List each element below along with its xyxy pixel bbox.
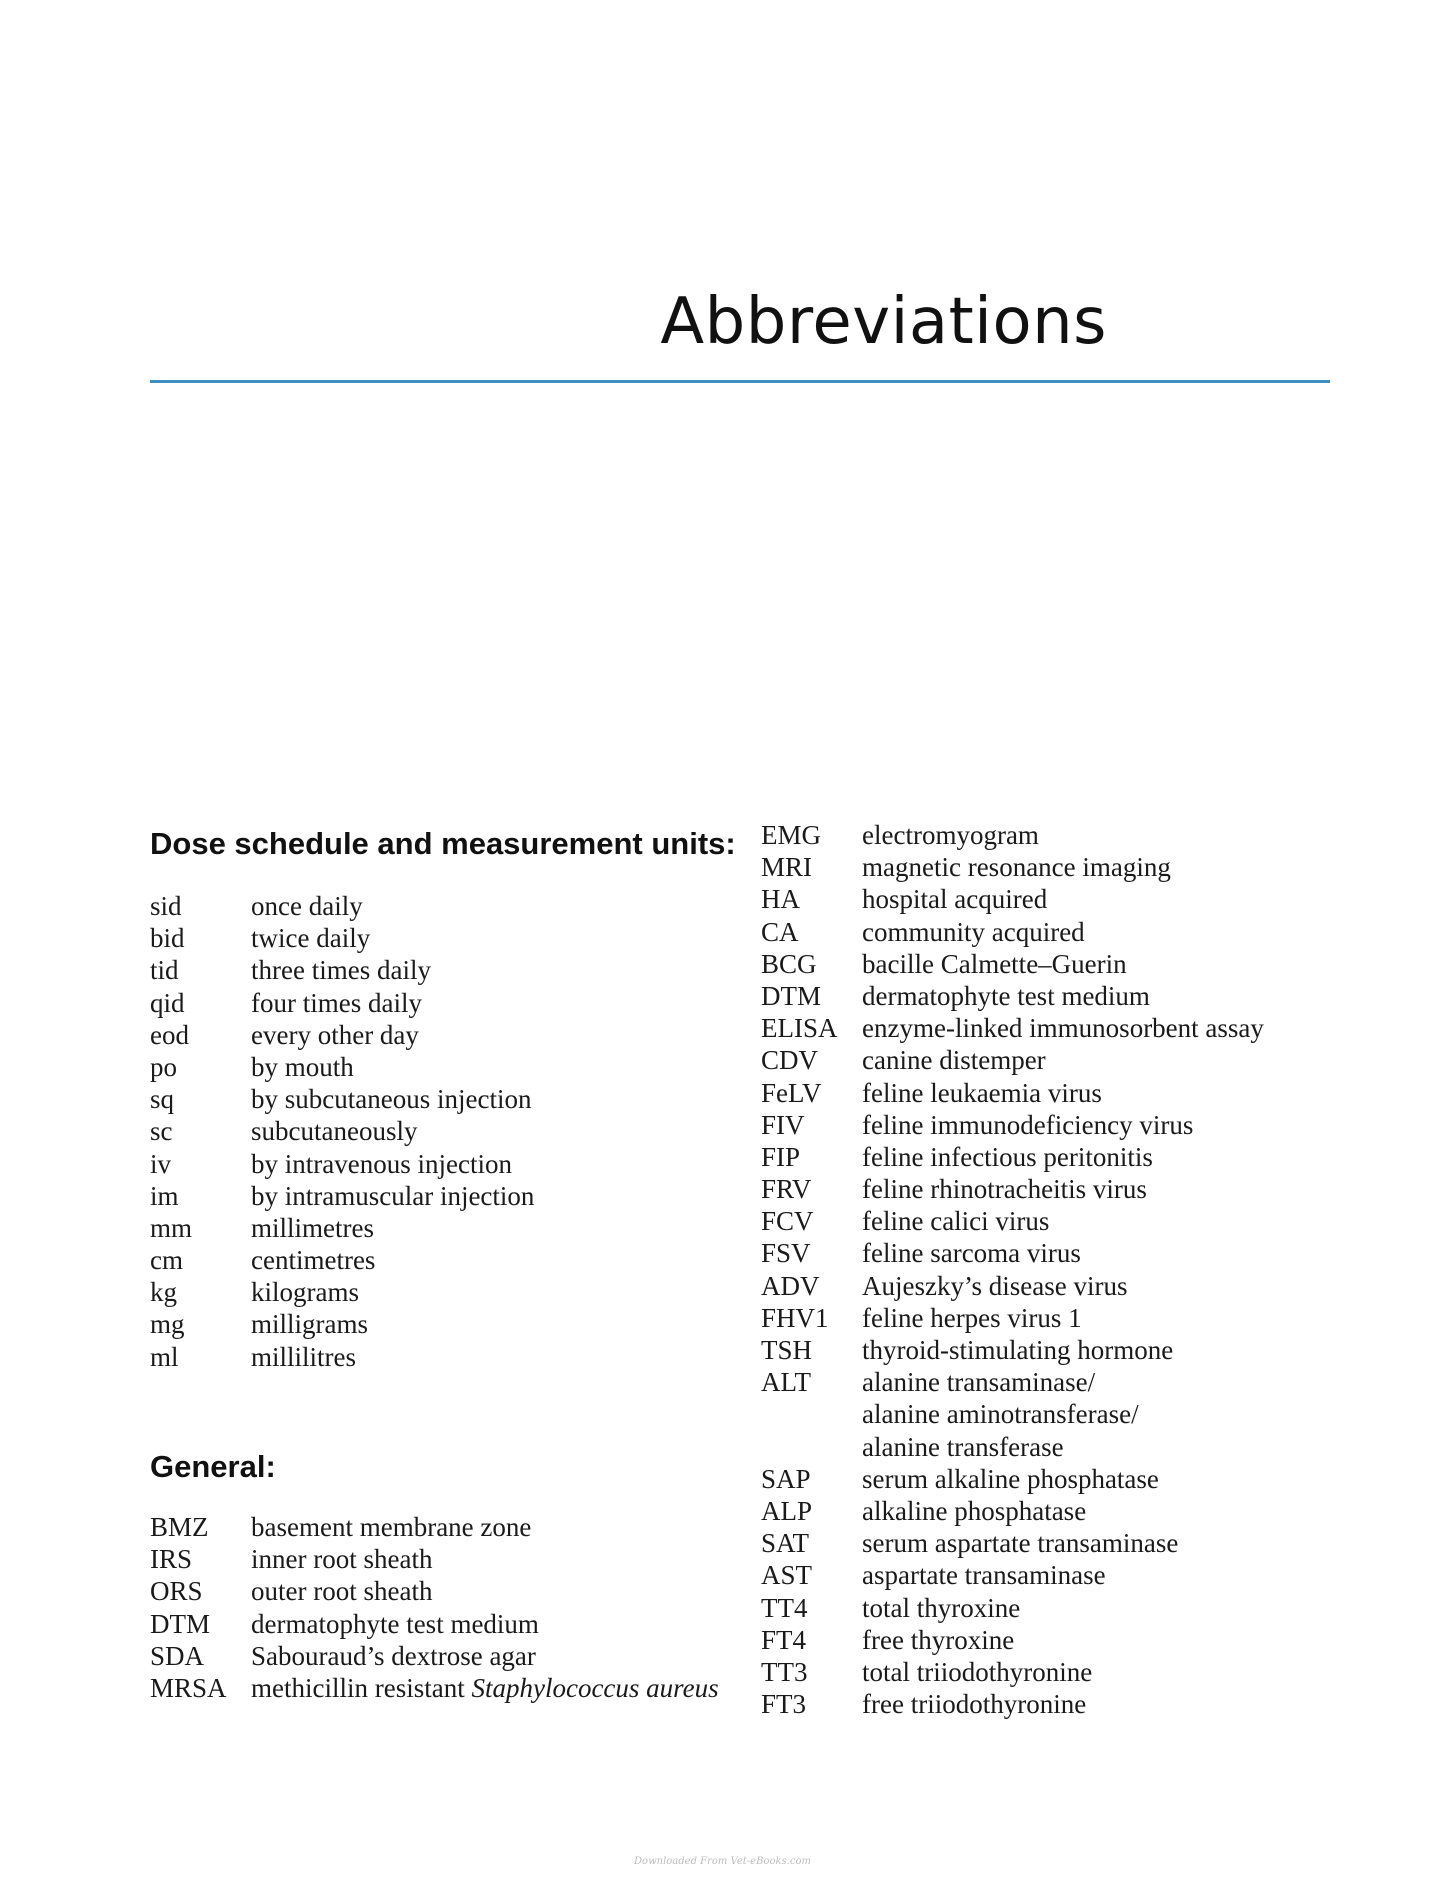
definition-text: serum aspartate transaminase [862, 1528, 1179, 1559]
abbreviation-term: CA [761, 916, 799, 947]
abbreviation-row [150, 1640, 719, 1672]
abbreviation-definition [862, 1431, 1064, 1463]
definition-text: feline rhinotracheitis virus [862, 1174, 1147, 1205]
abbreviation-term: CDV [761, 1045, 819, 1076]
general-abbreviation-list [150, 1511, 719, 1704]
abbreviation-definition [862, 916, 1085, 948]
abbreviation-term: FT4 [761, 1624, 807, 1655]
definition-text: subcutaneously [251, 1116, 418, 1147]
abbreviation-definition [251, 890, 363, 922]
abbreviation-row [150, 954, 534, 986]
abbreviation-definition [862, 1109, 1193, 1141]
abbreviation-definition [251, 987, 422, 1019]
abbreviation-definition [862, 1624, 1014, 1656]
abbreviation-row [150, 922, 534, 954]
abbreviation-row [761, 1592, 1264, 1624]
abbreviation-definition [862, 1334, 1173, 1366]
abbreviation-row [150, 1511, 719, 1543]
abbreviation-definition [251, 1575, 432, 1607]
abbreviation-row [150, 1608, 719, 1640]
definition-text: alkaline phosphatase [862, 1495, 1087, 1526]
abbreviation-row [150, 1543, 719, 1575]
abbreviation-definition [251, 1640, 536, 1672]
definition-text: by intramuscular injection [251, 1180, 535, 1211]
abbreviation-term: sid [150, 891, 182, 921]
abbreviation-definition [862, 1463, 1159, 1495]
abbreviation-definition [251, 1115, 417, 1147]
abbreviation-term: MRSA [150, 1672, 227, 1703]
general-continued-abbreviation-list [761, 819, 1264, 1720]
abbreviation-definition [862, 1559, 1106, 1591]
abbreviation-definition [862, 1656, 1092, 1688]
abbreviation-row [761, 916, 1264, 948]
abbreviation-definition [251, 1608, 539, 1640]
abbreviation-definition [862, 1688, 1086, 1720]
abbreviation-definition [862, 819, 1039, 851]
abbreviation-definition [862, 1270, 1127, 1302]
abbreviation-definition [862, 1237, 1081, 1269]
abbreviation-definition [251, 1672, 719, 1704]
abbreviation-row [761, 1302, 1264, 1334]
abbreviation-row [150, 1051, 534, 1083]
abbreviation-term: HA [761, 884, 800, 915]
page-title: Abbreviations [660, 285, 1107, 359]
definition-text: basement membrane zone [251, 1512, 532, 1542]
abbreviation-row [761, 1559, 1264, 1591]
dose-abbreviation-list [150, 890, 534, 1373]
abbreviation-term: mm [150, 1212, 193, 1243]
abbreviation-definition [251, 1276, 359, 1308]
abbreviation-row [761, 1077, 1264, 1109]
abbreviation-definition [251, 1511, 531, 1543]
abbreviation-row [761, 883, 1264, 915]
definition-text: total thyroxine [862, 1592, 1021, 1623]
abbreviation-definition [251, 1212, 374, 1244]
abbreviation-row [150, 1115, 534, 1147]
definition-text: feline sarcoma virus [862, 1238, 1081, 1269]
abbreviation-definition [251, 922, 370, 954]
abbreviation-definition [862, 883, 1047, 915]
definition-text: once daily [251, 891, 363, 921]
abbreviation-definition [251, 1180, 534, 1212]
abbreviation-term: tid [150, 955, 179, 986]
abbreviation-definition [251, 1148, 512, 1180]
abbreviation-row [761, 1141, 1264, 1173]
abbreviation-row [150, 1341, 534, 1373]
abbreviation-row [761, 1398, 1264, 1430]
title-divider [150, 380, 1330, 383]
definition-text: serum alkaline phosphatase [862, 1463, 1159, 1494]
abbreviation-term: cm [150, 1245, 183, 1276]
definition-text: feline immunodeficiency virus [862, 1109, 1194, 1140]
definition-text: Aujeszky’s disease virus [862, 1270, 1128, 1301]
abbreviation-definition [251, 954, 431, 986]
abbreviation-term: FeLV [761, 1077, 822, 1108]
abbreviation-definition [862, 1398, 1139, 1430]
definition-text: centimetres [251, 1245, 376, 1276]
abbreviation-row [761, 1527, 1264, 1559]
abbreviation-term: FSV [761, 1238, 811, 1269]
abbreviation-term: SAP [761, 1463, 811, 1494]
abbreviation-definition [862, 1302, 1082, 1334]
abbreviation-definition [251, 1308, 368, 1340]
abbreviation-row [761, 1431, 1264, 1463]
definition-text: kilograms [251, 1277, 359, 1308]
definition-text: feline herpes virus 1 [862, 1302, 1082, 1333]
definition-text: by subcutaneous injection [251, 1084, 532, 1115]
definition-text: alanine aminotransferase/ [862, 1399, 1139, 1430]
definition-text: community acquired [862, 916, 1085, 947]
definition-text: alanine transferase [862, 1431, 1064, 1462]
abbreviation-row [150, 1083, 534, 1115]
abbreviation-term: SDA [150, 1640, 205, 1671]
abbreviation-row [761, 1688, 1264, 1720]
definition-text: feline calici virus [862, 1206, 1050, 1237]
abbreviation-term: sq [150, 1084, 175, 1115]
abbreviation-term: FRV [761, 1174, 812, 1205]
abbreviation-definition [862, 980, 1150, 1012]
abbreviation-term: kg [150, 1277, 177, 1308]
definition-text: millilitres [251, 1341, 356, 1372]
definition-text: inner root sheath [251, 1544, 433, 1575]
abbreviation-term: ml [150, 1341, 179, 1372]
abbreviation-term: ELISA [761, 1013, 838, 1044]
abbreviation-term: FHV1 [761, 1302, 829, 1333]
abbreviation-row [761, 1270, 1264, 1302]
definition-text: free triiodothyronine [862, 1689, 1087, 1720]
definition-text: bacille Calmette–Guerin [862, 948, 1127, 979]
definition-text: three times daily [251, 955, 431, 986]
abbreviation-row [150, 1019, 534, 1051]
definition-text: total triiodothyronine [862, 1656, 1093, 1687]
dose-section-heading: Dose schedule and measurement units: [150, 826, 736, 861]
abbreviation-row [150, 987, 534, 1019]
abbreviation-term: iv [150, 1148, 172, 1179]
abbreviation-term: TT4 [761, 1592, 808, 1623]
abbreviation-term: ALT [761, 1367, 812, 1398]
abbreviation-term: MRI [761, 852, 813, 883]
abbreviation-definition [251, 1244, 375, 1276]
abbreviation-row [150, 1180, 534, 1212]
abbreviation-term: sc [150, 1116, 173, 1147]
definition-text: Sabouraud’s dextrose agar [251, 1640, 536, 1671]
definition-text: dermatophyte test medium [251, 1608, 539, 1639]
abbreviation-row [761, 1656, 1264, 1688]
abbreviation-row [150, 1212, 534, 1244]
definition-text: twice daily [251, 923, 371, 954]
abbreviation-row [761, 948, 1264, 980]
abbreviation-term: BCG [761, 948, 817, 979]
general-section-heading: General: [150, 1449, 276, 1484]
definition-text: magnetic resonance imaging [862, 852, 1171, 883]
definition-text: free thyroxine [862, 1624, 1015, 1655]
abbreviation-row [761, 1173, 1264, 1205]
abbreviation-term: BMZ [150, 1512, 209, 1542]
definition-text: millimetres [251, 1212, 374, 1243]
abbreviation-definition [251, 1341, 356, 1373]
abbreviation-definition [862, 1173, 1147, 1205]
abbreviation-term: DTM [150, 1608, 210, 1639]
abbreviation-term: TT3 [761, 1656, 808, 1687]
definition-text: outer root sheath [251, 1576, 433, 1607]
abbreviation-definition [251, 1019, 419, 1051]
abbreviation-term: bid [150, 923, 185, 954]
abbreviation-definition [862, 1141, 1153, 1173]
abbreviation-term: FT3 [761, 1689, 807, 1720]
abbreviation-row [761, 1109, 1264, 1141]
abbreviation-term: DTM [761, 980, 821, 1011]
abbreviation-row [761, 1205, 1264, 1237]
definition-text: electromyogram [862, 820, 1039, 850]
definition-text: thyroid-stimulating hormone [862, 1335, 1174, 1365]
abbreviation-definition [862, 1044, 1046, 1076]
abbreviation-term: TSH [761, 1335, 813, 1365]
abbreviation-term: eod [150, 1019, 189, 1050]
abbreviation-term: ALP [761, 1495, 813, 1526]
abbreviation-term: AST [761, 1560, 813, 1591]
definition-text: by intravenous injection [251, 1148, 512, 1179]
definition-text: hospital acquired [862, 884, 1048, 915]
abbreviation-row [761, 1334, 1264, 1366]
abbreviation-term: EMG [761, 820, 821, 850]
footer-watermark: Downloaded From Vet-eBooks.com [634, 1856, 811, 1867]
abbreviation-term: FIP [761, 1141, 801, 1172]
abbreviation-definition [862, 1495, 1086, 1527]
abbreviation-row [761, 1624, 1264, 1656]
abbreviation-row [150, 1244, 534, 1276]
definition-text: dermatophyte test medium [862, 980, 1150, 1011]
abbreviation-term: ADV [761, 1270, 820, 1301]
definition-text: by mouth [251, 1051, 354, 1082]
definition-text: feline infectious peritonitis [862, 1141, 1153, 1172]
abbreviation-row [761, 1012, 1264, 1044]
definition-text: enzyme-linked immunosorbent assay [862, 1013, 1264, 1044]
abbreviation-row [150, 890, 534, 922]
abbreviation-row [150, 1575, 719, 1607]
abbreviation-definition [862, 1366, 1095, 1398]
abbreviation-row [761, 851, 1264, 883]
abbreviation-term: FCV [761, 1206, 814, 1237]
abbreviation-definition [862, 1012, 1264, 1044]
abbreviation-term: po [150, 1051, 177, 1082]
abbreviation-term: im [150, 1180, 179, 1211]
abbreviation-definition [862, 1205, 1049, 1237]
abbreviation-row [150, 1308, 534, 1340]
abbreviation-definition [251, 1051, 354, 1083]
definition-text: alanine transaminase/ [862, 1367, 1096, 1398]
abbreviation-row [761, 1237, 1264, 1269]
definition-text: milligrams [251, 1309, 368, 1340]
abbreviation-term: IRS [150, 1544, 193, 1575]
abbreviation-definition [862, 948, 1127, 980]
definition-text: every other day [251, 1019, 419, 1050]
definition-text: four times daily [251, 987, 422, 1018]
abbreviation-definition [251, 1543, 432, 1575]
definition-text: methicillin resistant [251, 1672, 472, 1703]
abbreviation-term: SAT [761, 1528, 810, 1559]
abbreviation-term: FIV [761, 1109, 805, 1140]
abbreviation-row [761, 1463, 1264, 1495]
abbreviation-row [150, 1148, 534, 1180]
abbreviation-row [761, 980, 1264, 1012]
definition-text: feline leukaemia virus [862, 1077, 1102, 1108]
abbreviation-row [150, 1276, 534, 1308]
abbreviation-row [761, 1044, 1264, 1076]
definition-text: canine distemper [862, 1045, 1046, 1076]
abbreviation-definition [862, 1077, 1102, 1109]
abbreviation-term: ORS [150, 1576, 203, 1607]
abbreviation-row [150, 1672, 719, 1704]
abbreviation-definition [862, 1527, 1178, 1559]
abbreviation-row [761, 1366, 1264, 1398]
abbreviation-definition [251, 1083, 531, 1115]
definition-text: aspartate transaminase [862, 1560, 1106, 1591]
abbreviation-row [761, 819, 1264, 851]
abbreviation-term: qid [150, 987, 185, 1018]
abbreviation-definition [862, 851, 1171, 883]
definition-italic-text: Staphylococcus aureus [471, 1672, 719, 1703]
abbreviation-term: mg [150, 1309, 185, 1340]
abbreviation-definition [862, 1592, 1020, 1624]
abbreviation-row [761, 1495, 1264, 1527]
